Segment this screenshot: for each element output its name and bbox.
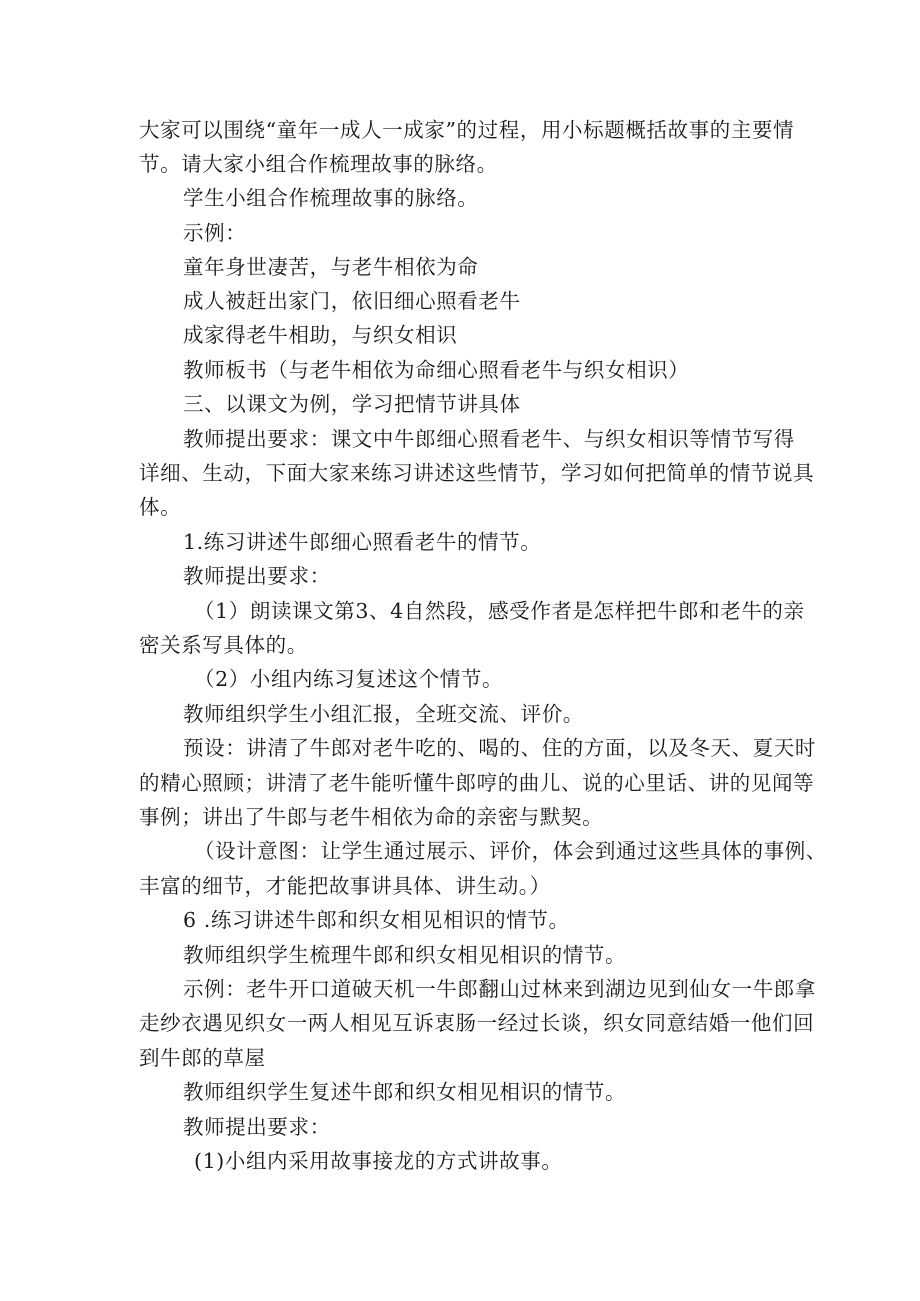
text-line: (1)小组内采用故事接龙的方式讲故事。 [194, 1149, 563, 1173]
text-line: 成家得老牛相助，与织女相识 [183, 323, 458, 347]
text-line: 教师组织学生复述牛郎和织女相见相识的情节。 [183, 1080, 627, 1104]
text-line: 教师组织学生梳理牛郎和织女相见相识的情节。 [183, 943, 627, 967]
text-line: 成人被赶出家门，依旧细心照看老牛 [183, 289, 521, 313]
text-line: 走纱衣遇见织女一两人相见互诉衷肠一经过长谈，织女同意结婚一他们回 [139, 1011, 815, 1035]
subsection-heading: 1.练习讲述牛郎细心照看老牛的情节。 [183, 530, 542, 554]
section-heading: 三、以课文为例，学习把情节讲具体 [183, 392, 521, 416]
text-line: （1）朗读课文第3、4自然段，感受作者是怎样把牛郎和老牛的亲 [194, 599, 805, 623]
text-line: 节。请大家小组合作梳理故事的脉络。 [139, 152, 498, 176]
text-line: 教师提出要求：课文中牛郎细心照看老牛、与织女相识等情节写得 [183, 427, 795, 451]
text-line: 详细、生动，下面大家来练习讲述这些情节，学习如何把简单的情节说具 [139, 461, 815, 485]
text-line: 示例： [183, 221, 247, 245]
text-line: 教师板书（与老牛相依为命细心照看老牛与织女相识） [183, 358, 690, 382]
text-line: （设计意图：让学生通过展示、评价，体会到通过这些具体的事例、 [194, 839, 827, 863]
text-line: 预设：讲清了牛郎对老牛吃的、喝的、住的方面，以及冬天、夏天时 [183, 736, 816, 760]
text-line: 教师提出要求： [183, 1115, 331, 1139]
text-line: 体。 [139, 495, 182, 519]
text-line: 事例；讲出了牛郎与老牛相依为命的亲密与默契。 [139, 805, 604, 829]
text-line: 学生小组合作梳理故事的脉络。 [183, 186, 479, 210]
text-line: 丰富的细节，才能把故事讲具体、讲生动。） [139, 874, 551, 898]
text-line: 教师组织学生小组汇报，全班交流、评价。 [183, 702, 584, 726]
text-line: 到牛郎的草屋 [139, 1046, 266, 1070]
text-line: 密关系写具体的。 [139, 633, 308, 657]
subsection-heading: 6 .练习讲述牛郎和织女相见相识的情节。 [183, 908, 570, 932]
text-line: 示例：老牛开口道破天机一牛郎翻山过林来到湖边见到仙女一牛郎拿 [183, 977, 816, 1001]
text-line: 童年身世凄苦，与老牛相依为命 [183, 255, 479, 279]
text-line: 的精心照顾；讲清了老牛能听懂牛郎哼的曲儿、说的心里话、讲的见闻等 [139, 771, 815, 795]
text-line: 大家可以围绕“童年一成人一成家”的过程，用小标题概括故事的主要情 [139, 118, 795, 142]
text-line: （2）小组内练习复述这个情节。 [194, 667, 504, 691]
text-line: 教师提出要求： [183, 564, 331, 588]
